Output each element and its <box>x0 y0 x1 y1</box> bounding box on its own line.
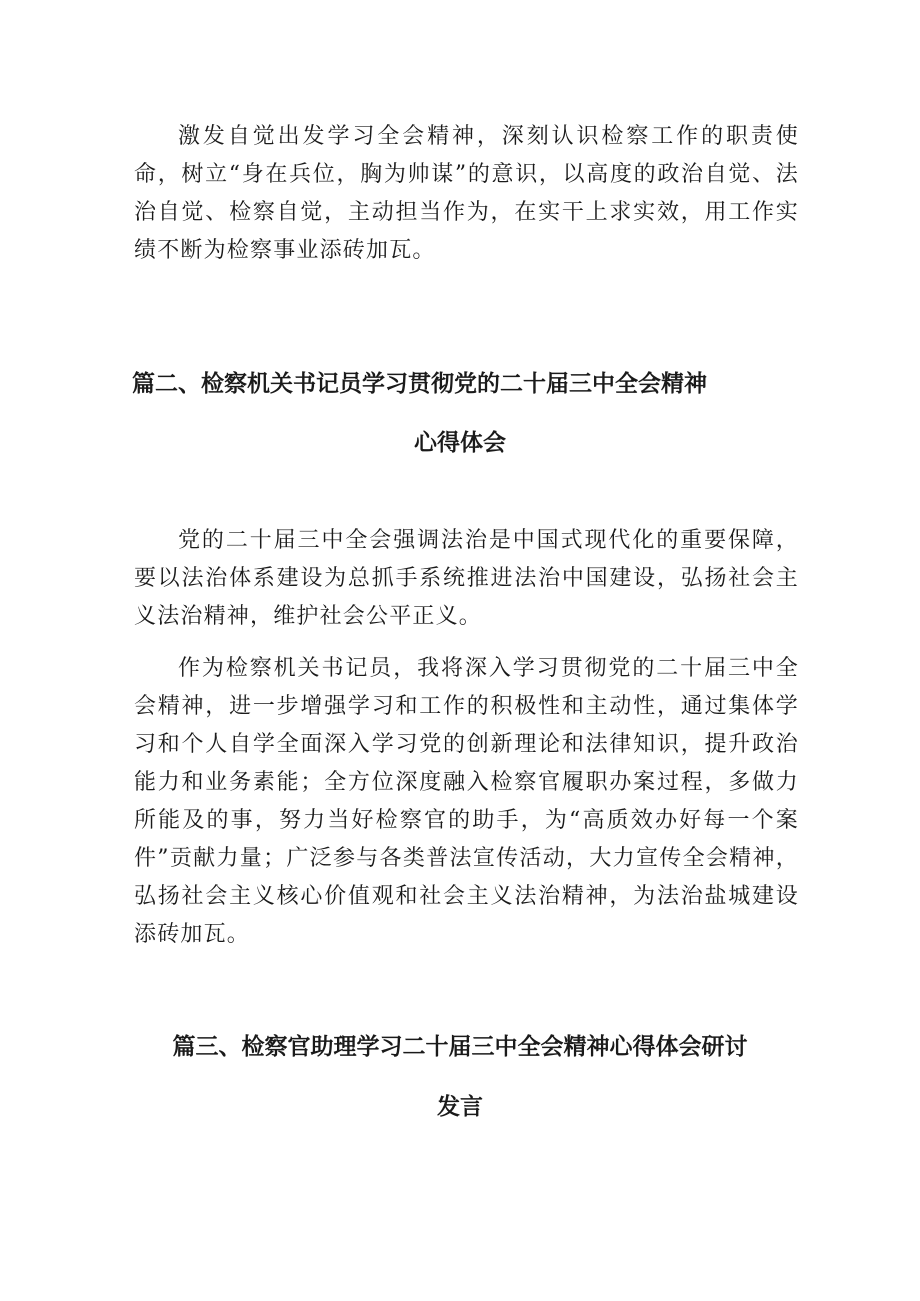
section-title-continuation: 心得体会 <box>414 430 506 456</box>
body-paragraph: 作为检察机关书记员，我将深入学习贯彻党的二十届三中全会精神，进一步增强学习和工作的积极性和主动性，通过集体学习和个人自学全面深入学习党的创新理论和法律知识，提升政治能力和业务素能；全方位深度融入检察官履职办案过程，多做力所能及的事，努力当好检察官的助手，为“高质效办好每一个案件”贡献力量；广泛参与各类普法宣传活动，大力宣传全会精神，弘扬社会主义核心价值观和社会主义法治精神，为法治盐城建设添砖加瓦。 <box>134 656 799 947</box>
body-paragraph: 激发自觉出发学习全会精神，深刻认识检察工作的职责使命，树立“身在兵位，胸为帅谋”的意识，以高度的政治自觉、法治自觉、检察自觉，主动担当作为，在实干上求实效，用工作实绩不断为检察事业添砖加瓦。 <box>134 124 799 263</box>
body-paragraph: 党的二十届三中全会强调法治是中国式现代化的重要保障，要以法治体系建设为总抓手系统推进法治中国建设，弘扬社会主义法治精神，维护社会公平正义。 <box>134 528 799 629</box>
section-title: 篇二、检察机关书记员学习贯彻党的二十届三中全会精神 <box>132 371 707 397</box>
section-title: 篇三、检察官助理学习二十届三中全会精神心得体会研讨 <box>172 1034 748 1060</box>
section-title-continuation: 发言 <box>437 1094 483 1120</box>
